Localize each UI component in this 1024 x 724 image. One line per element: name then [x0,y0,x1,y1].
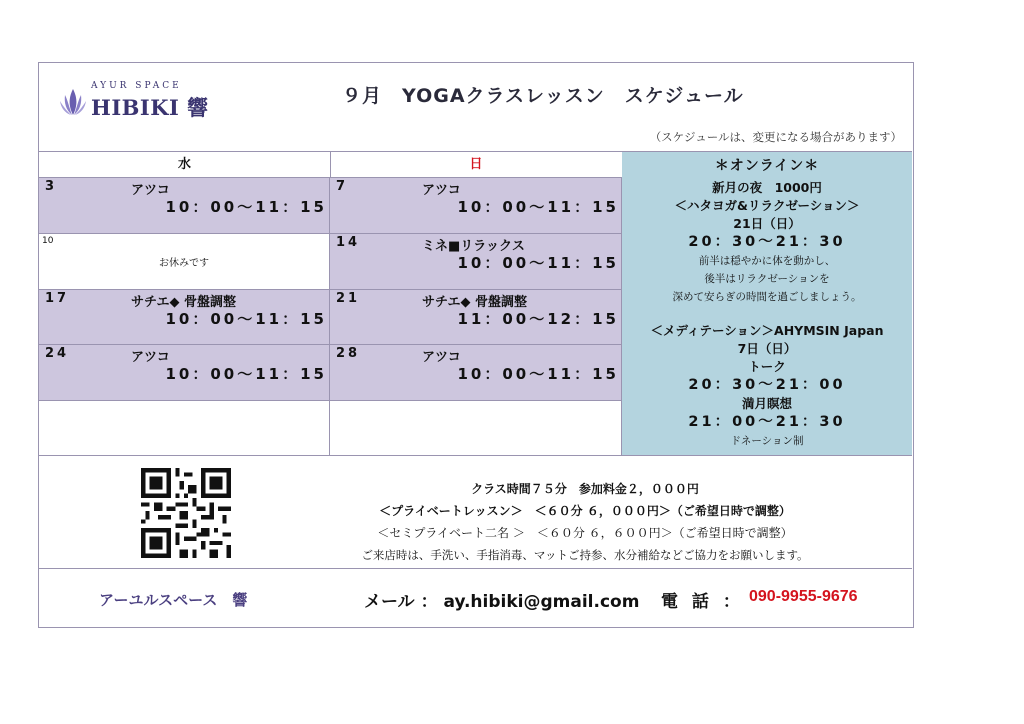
semi-private-line: ＜セミプライベート二名 ＞ ＜６０分 ６，６００円＞（ご希望日時で調整） [377,526,793,540]
class-cell-sun-14 [330,234,622,290]
class-time: 10：00〜11：15 [165,198,327,216]
online-hatha: ＜ハタヨガ&リラクゼーション＞ [674,198,860,213]
page-title: ９月 YOGAクラスレッスン スケジュール [342,85,744,107]
header [39,63,912,151]
logo-tagline: AYUR SPACE [91,81,182,91]
class-cell-sun-28 [330,345,622,401]
online-donation: ドネーション制 [730,435,804,447]
day-number: 28 [336,346,361,361]
phone-label: 電 話 ： [661,592,744,612]
schedule-note: （スケジュールは、変更になる場合があります） [649,130,902,144]
class-cell-wed-3 [39,178,330,234]
class-fee-line: クラス時間７５分 参加料金２，０００円 [471,482,699,496]
footer [39,567,912,627]
day-number: 7 [336,179,349,194]
online-time-1: 20：30〜21：30 [688,234,846,250]
class-cell-sun-7 [330,178,622,234]
class-cell-wed-17 [39,290,330,345]
qr-code-icon[interactable] [141,468,231,558]
empty-cell-sun [330,401,622,456]
column-header-sun: 日 [330,152,623,178]
online-desc-1: 前半は穏やかに体を動かし、 [698,255,836,267]
online-talk: トーク [748,359,786,374]
column-header-wed: 水 [39,152,331,178]
private-lesson-line: ＜プライベートレッスン＞ ＜６０分 ６，０００円＞（ご希望日時で調整） [379,504,791,518]
schedule-grid [39,151,912,456]
online-date-21: 21日（日） [733,216,801,231]
teacher-name: アツコ [422,183,461,198]
online-time-3: 21：00〜21：30 [688,414,846,430]
day-number: 10 [42,236,54,246]
closed-label: お休みです [159,258,209,269]
class-time: 10：00〜11：15 [457,198,619,216]
class-cell-wed-24 [39,345,330,401]
empty-cell-wed [39,401,330,456]
online-fullmoon: 満月瞑想 [741,396,792,411]
logo-name: HIBIKI 響 [91,95,209,120]
class-time: 10：00〜11：15 [457,254,619,272]
day-number: 14 [336,235,361,250]
day-number: 21 [336,291,361,306]
online-newmoon: 新月の夜 1000円 [712,180,822,195]
visit-notice-line: ご来店時は、手洗い、手指消毒、マットご持参、水分補給などご協力をお願いします。 [361,548,809,562]
teacher-name: ミネ■リラックス [422,239,525,254]
day-number: 24 [45,346,70,361]
lotus-flame-icon [59,87,87,117]
online-desc-3: 深めて安らぎの時間を過ごしましょう。 [672,291,862,303]
info-text [265,478,905,566]
class-time: 10：00〜11：15 [165,365,327,383]
schedule-sheet [38,62,914,628]
email-link[interactable]: メール ： ay.hibiki@gmail.com [364,592,640,612]
online-date-7: 7日（日） [737,341,797,356]
teacher-name: サチエ◆ 骨盤調整 [131,295,237,310]
phone-number[interactable]: 090-9955-9676 [749,588,858,605]
info-section [39,455,912,569]
online-panel [622,152,912,456]
online-time-2: 20：30〜21：00 [688,377,846,393]
day-number: 17 [45,291,70,306]
teacher-name: アツコ [131,350,170,365]
teacher-name: サチエ◆ 骨盤調整 [422,295,528,310]
day-number: 3 [45,179,58,194]
class-time: 10：00〜11：15 [457,365,619,383]
teacher-name: アツコ [422,350,461,365]
logo [59,81,229,125]
class-cell-wed-10 [39,234,330,290]
online-meditation: ＜メディテーション＞AHYMSIN Japan [650,323,884,338]
studio-name: アーユルスペース 響 [99,591,248,609]
online-heading: ＊オンライン＊ [714,158,820,174]
teacher-name: アツコ [131,183,170,198]
online-desc-2: 後半はリラクゼーションを [704,273,830,285]
class-time: 11：00〜12：15 [457,310,619,328]
class-cell-sun-21 [330,290,622,345]
class-time: 10：00〜11：15 [165,310,327,328]
